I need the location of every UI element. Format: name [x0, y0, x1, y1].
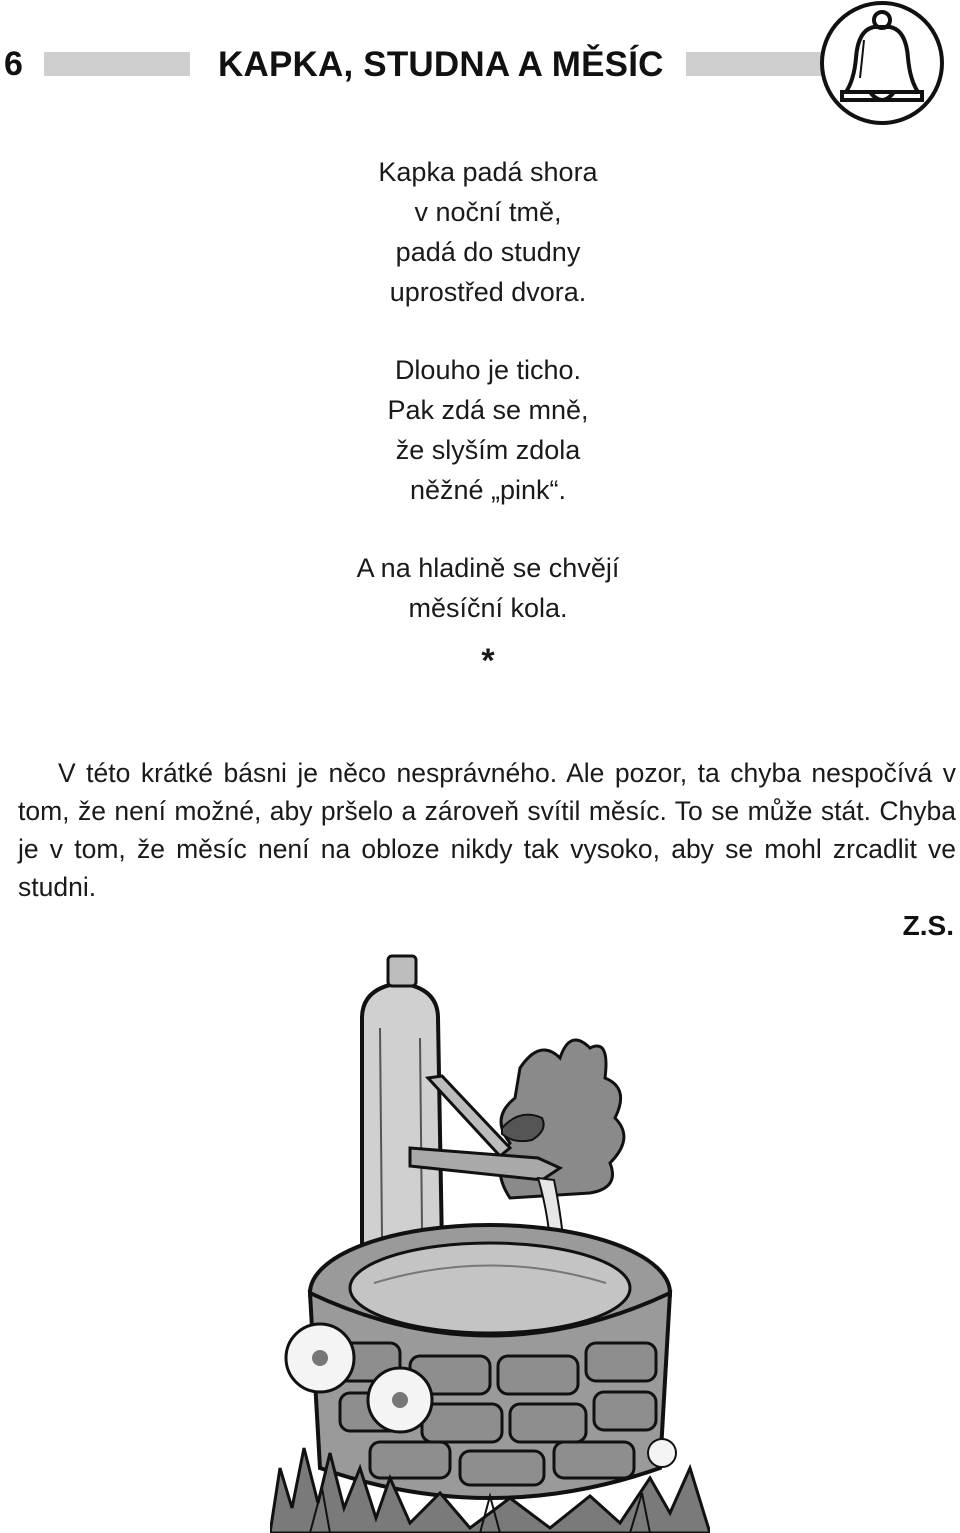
section-separator: * — [481, 642, 495, 680]
poem-line: Kapka padá shora — [378, 157, 598, 187]
poem-line: A na hladině se chvějí — [356, 553, 620, 583]
poem-line: že slyším zdola — [395, 435, 581, 465]
well-illustration — [270, 948, 710, 1533]
poem-line: padá do studny — [395, 237, 581, 267]
poem-line: něžné „pink“. — [409, 475, 567, 505]
bell-icon — [818, 0, 946, 126]
poem-stanza-2 — [250, 350, 726, 510]
header-bar-right — [686, 52, 830, 76]
poem-line: v noční tmě, — [414, 197, 562, 227]
poem — [250, 152, 726, 680]
poem-line: Pak zdá se mně, — [387, 395, 589, 425]
poem-stanza-1 — [250, 152, 726, 312]
explanation-text — [18, 754, 956, 906]
page-title: KAPKA, STUDNA A MĚSÍC — [218, 45, 664, 84]
page-number: 6 — [4, 45, 23, 83]
explanation-paragraph: V této krátké básni je něco nesprávného. Ale pozor, ta chyba nespočívá v tom, že není možné, aby pršelo a zároveň svítil měsíc. To se může stát. Chyba je v tom, že měsíc není na obloze nikdy tak vysoko, aby se mohl zrcadlit ve studni. — [18, 758, 956, 902]
poem-stanza-3 — [250, 548, 726, 628]
poem-line: Dlouho je ticho. — [394, 355, 582, 385]
author-signature: Z.S. — [902, 910, 954, 941]
header-bar-left — [44, 52, 190, 76]
poem-line: uprostřed dvora. — [389, 277, 587, 307]
poem-line: měsíční kola. — [408, 593, 568, 623]
page-header — [0, 0, 960, 130]
